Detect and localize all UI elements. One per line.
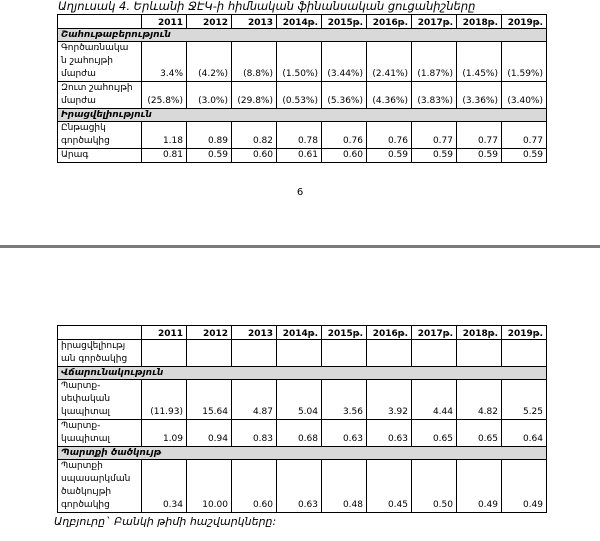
value-cell: (4.36%) — [367, 82, 412, 109]
source-note: Աղբյուրը` Բանկի թիմի հաշվարկները: — [54, 515, 277, 528]
document-page-1 — [0, 0, 600, 245]
value-cell: (1.87%) — [412, 42, 457, 82]
header-cell-year: 2013 — [232, 15, 277, 29]
header-cell-year: 2014թ. — [277, 326, 322, 340]
header-cell-year: 2019թ. — [502, 326, 547, 340]
value-cell: (8.8%) — [232, 42, 277, 82]
header-cell-year: 2011 — [142, 15, 187, 29]
section-heading: Վճարունակություն — [58, 367, 547, 380]
value-cell: 10.00 — [187, 460, 232, 513]
header-cell-year: 2017թ. — [412, 15, 457, 29]
header-cell-year: 2012 — [187, 326, 232, 340]
section-row — [58, 367, 547, 380]
header-cell-year: 2015թ. — [322, 15, 367, 29]
value-cell: 0.65 — [457, 420, 502, 447]
value-cell: 1.09 — [142, 420, 187, 447]
value-cell: 0.65 — [412, 420, 457, 447]
value-cell: (3.36%) — [457, 82, 502, 109]
value-cell: 0.59 — [412, 149, 457, 163]
header-cell-year: 2016թ. — [367, 326, 412, 340]
value-cell — [277, 340, 322, 367]
header-row — [58, 15, 547, 29]
value-cell: 4.87 — [232, 380, 277, 420]
header-cell-year: 2011 — [142, 326, 187, 340]
financial-indicators-table-continued — [57, 325, 547, 513]
header-cell-year: 2019թ. — [502, 15, 547, 29]
section-heading: Իրացվելիություն — [58, 109, 547, 122]
value-cell: 0.77 — [502, 122, 547, 149]
value-cell: 0.63 — [322, 420, 367, 447]
value-cell: 0.34 — [142, 460, 187, 513]
value-cell: 0.49 — [457, 460, 502, 513]
header-cell-year: 2014թ. — [277, 15, 322, 29]
value-cell — [322, 340, 367, 367]
value-cell: 0.59 — [187, 149, 232, 163]
value-cell: 0.94 — [187, 420, 232, 447]
value-cell: (5.36%) — [322, 82, 367, 109]
value-cell: 0.81 — [142, 149, 187, 163]
value-cell — [187, 340, 232, 367]
value-cell: 3.4% — [142, 42, 187, 82]
table-caption: Աղյուսակ 4. Երևանի ՋԷԿ-ի հիմնական ֆինանսական ցուցանիշները — [58, 0, 476, 13]
value-cell: (4.2%) — [187, 42, 232, 82]
value-cell — [367, 340, 412, 367]
value-cell — [457, 340, 502, 367]
value-cell: 0.60 — [322, 149, 367, 163]
value-cell: 0.63 — [277, 460, 322, 513]
table-row — [58, 122, 547, 149]
value-cell: 15.64 — [187, 380, 232, 420]
value-cell: 0.68 — [277, 420, 322, 447]
value-cell: 4.82 — [457, 380, 502, 420]
value-cell: (1.50%) — [277, 42, 322, 82]
header-cell-year: 2013 — [232, 326, 277, 340]
value-cell: 0.49 — [502, 460, 547, 513]
value-cell: 0.76 — [322, 122, 367, 149]
value-cell: 0.59 — [367, 149, 412, 163]
value-cell: 0.45 — [367, 460, 412, 513]
table-row — [58, 460, 547, 513]
row-label: Գործառնակա ն շահույթի մարժա — [58, 42, 142, 82]
header-cell-year: 2012 — [187, 15, 232, 29]
page-number: 6 — [296, 187, 304, 198]
header-cell-blank — [58, 15, 142, 29]
value-cell: (25.8%) — [142, 82, 187, 109]
value-cell: 0.77 — [457, 122, 502, 149]
value-cell: (3.0%) — [187, 82, 232, 109]
value-cell: 0.59 — [502, 149, 547, 163]
value-cell: 0.78 — [277, 122, 322, 149]
value-cell: 3.92 — [367, 380, 412, 420]
value-cell: 3.56 — [322, 380, 367, 420]
table-row — [58, 380, 547, 420]
value-cell: (29.8%) — [232, 82, 277, 109]
section-heading: Շահութաբերություն — [58, 29, 547, 42]
table-row — [58, 82, 547, 109]
value-cell: 0.64 — [502, 420, 547, 447]
row-label: իրացվելիությ ան գործակից — [58, 340, 142, 367]
header-row — [58, 326, 547, 340]
value-cell: 5.04 — [277, 380, 322, 420]
table-row — [58, 42, 547, 82]
value-cell — [232, 340, 277, 367]
value-cell: 0.76 — [367, 122, 412, 149]
value-cell: (3.83%) — [412, 82, 457, 109]
value-cell: 0.61 — [277, 149, 322, 163]
value-cell: 0.77 — [412, 122, 457, 149]
value-cell — [412, 340, 457, 367]
value-cell: 1.18 — [142, 122, 187, 149]
section-row — [58, 109, 547, 122]
table-row — [58, 340, 547, 367]
value-cell: 0.82 — [232, 122, 277, 149]
financial-indicators-table — [57, 14, 547, 163]
row-label: Ընթացիկ գործակից — [58, 122, 142, 149]
row-label: Զուտ շահույթի մարժա — [58, 82, 142, 109]
value-cell: 0.60 — [232, 149, 277, 163]
document-page-2 — [0, 248, 600, 541]
value-cell: 0.59 — [457, 149, 502, 163]
table-row — [58, 149, 547, 163]
value-cell: 0.48 — [322, 460, 367, 513]
section-heading: Պարտքի ծածկույթ — [58, 447, 547, 460]
value-cell: (0.53%) — [277, 82, 322, 109]
row-label: Պարտք- սեփական կապիտալ — [58, 380, 142, 420]
value-cell: (3.44%) — [322, 42, 367, 82]
section-row — [58, 447, 547, 460]
value-cell: 0.83 — [232, 420, 277, 447]
table-row — [58, 420, 547, 447]
header-cell-year: 2018թ. — [457, 15, 502, 29]
header-cell-blank — [58, 326, 142, 340]
value-cell — [142, 340, 187, 367]
value-cell: (1.59%) — [502, 42, 547, 82]
value-cell: 4.44 — [412, 380, 457, 420]
section-row — [58, 29, 547, 42]
row-label: Պարտքի սպասարկման ծածկույթի գործակից — [58, 460, 142, 513]
value-cell: (3.40%) — [502, 82, 547, 109]
value-cell: 0.63 — [367, 420, 412, 447]
row-label: Պարտք- կապիտալ — [58, 420, 142, 447]
value-cell: 5.25 — [502, 380, 547, 420]
value-cell: 0.89 — [187, 122, 232, 149]
value-cell: (11.93) — [142, 380, 187, 420]
value-cell: 0.60 — [232, 460, 277, 513]
value-cell — [502, 340, 547, 367]
header-cell-year: 2016թ. — [367, 15, 412, 29]
row-label: Արագ — [58, 149, 142, 163]
header-cell-year: 2018թ. — [457, 326, 502, 340]
header-cell-year: 2015թ. — [322, 326, 367, 340]
value-cell: 0.50 — [412, 460, 457, 513]
header-cell-year: 2017թ. — [412, 326, 457, 340]
value-cell: (2.41%) — [367, 42, 412, 82]
value-cell: (1.45%) — [457, 42, 502, 82]
